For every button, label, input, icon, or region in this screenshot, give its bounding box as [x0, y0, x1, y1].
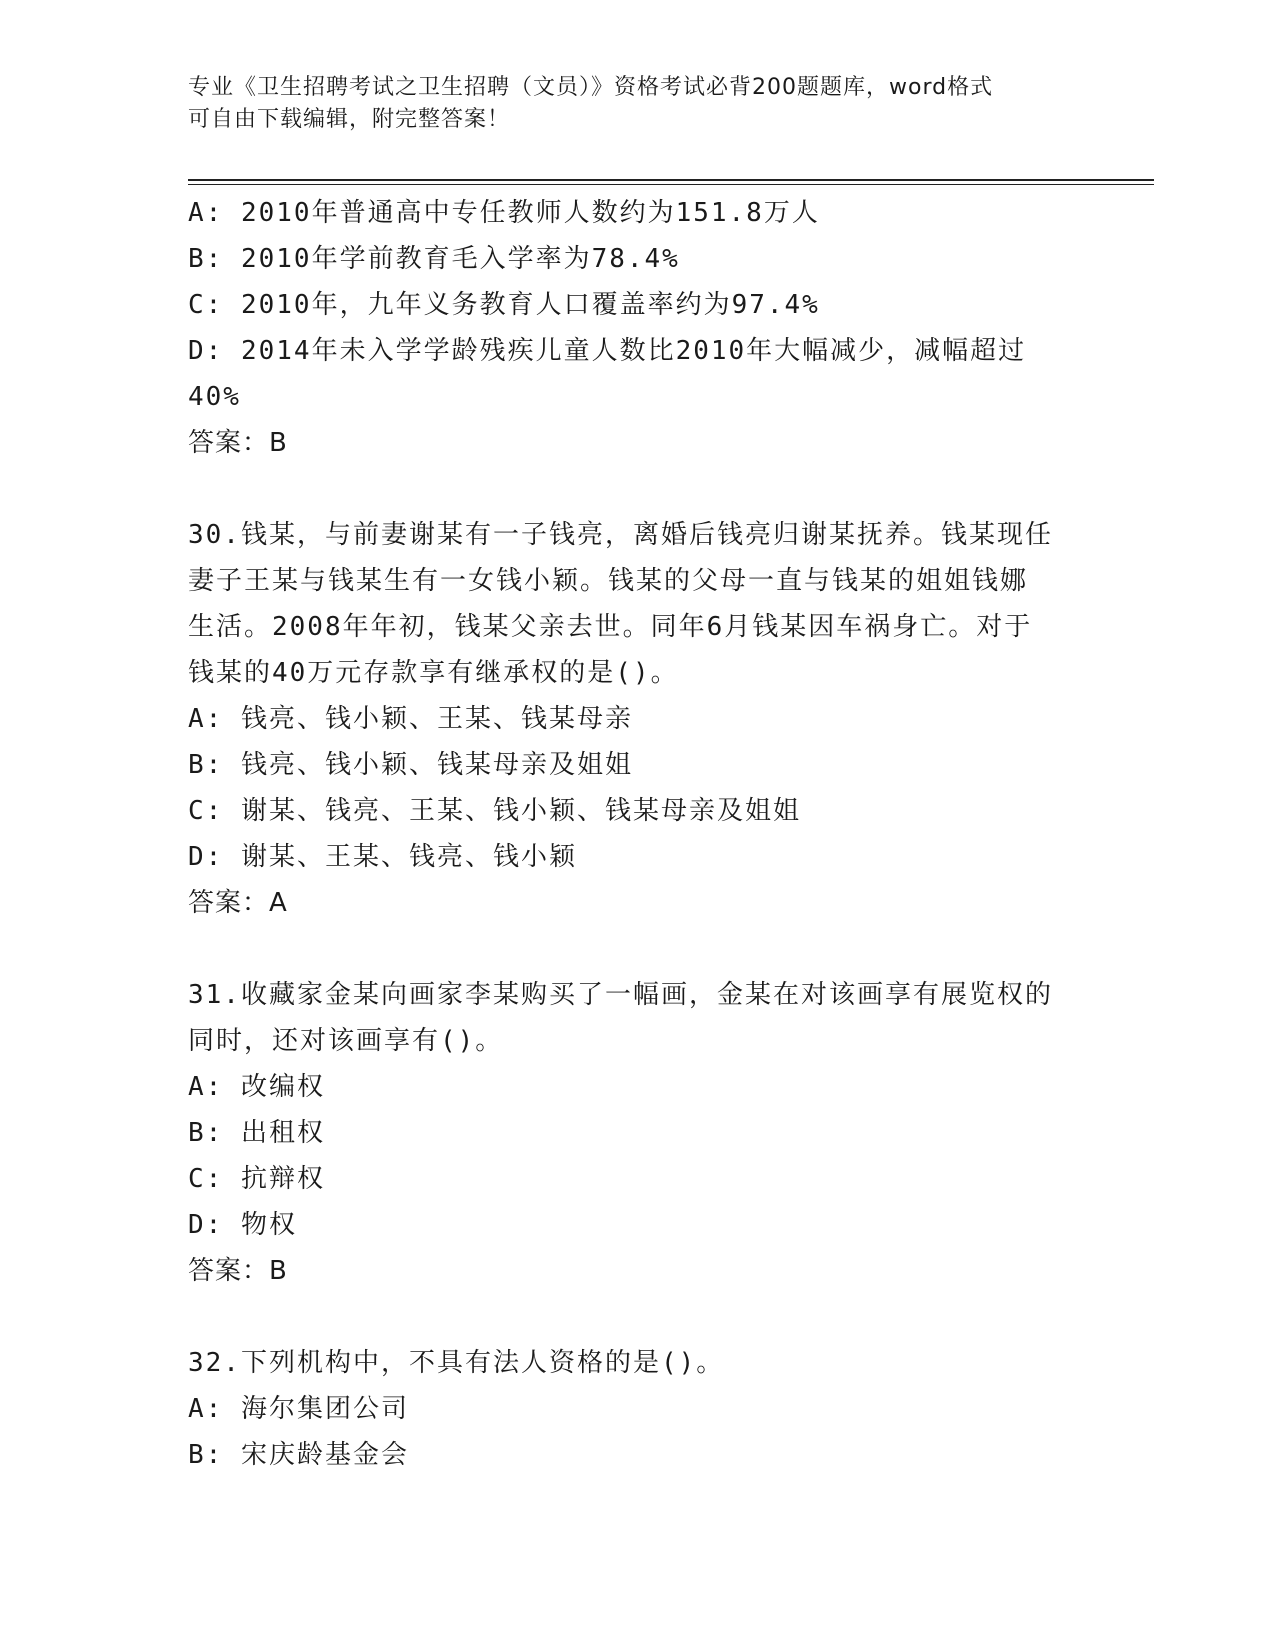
document-header — [188, 72, 1088, 136]
option-a: A: 改编权 — [188, 1072, 325, 1102]
spacer — [188, 466, 1088, 512]
question-32 — [188, 1340, 1088, 1478]
answer: 答案：B — [188, 428, 288, 458]
spacer — [188, 926, 1088, 972]
option-d-continued: 40% — [188, 382, 241, 412]
option-b: B: 出租权 — [188, 1118, 325, 1148]
question-29 — [188, 190, 1088, 466]
answer: 答案：A — [188, 888, 288, 918]
question-stem-line: 妻子王某与钱某生有一女钱小颖。钱某的父母一直与钱某的姐姐钱娜 — [188, 566, 1029, 596]
question-list — [188, 190, 1088, 1478]
option-b: B: 2010年学前教育毛入学率为78.4% — [188, 244, 680, 274]
option-c: C: 抗辩权 — [188, 1164, 325, 1194]
question-stem-line: 同时，还对该画享有()。 — [188, 1026, 504, 1056]
header-line-2: 可自由下载编辑，附完整答案！ — [188, 107, 511, 132]
option-c: C: 谢某、钱亮、王某、钱小颖、钱某母亲及姐姐 — [188, 796, 801, 826]
question-31 — [188, 972, 1088, 1294]
question-stem-line: 生活。2008年年初，钱某父亲去世。同年6月钱某因车祸身亡。对于 — [188, 612, 1033, 642]
answer: 答案：B — [188, 1256, 288, 1286]
question-stem-line: 31.收藏家金某向画家李某购买了一幅画，金某在对该画享有展览权的 — [188, 980, 1053, 1010]
option-d: D: 2014年未入学学龄残疾儿童人数比2010年大幅减少，减幅超过 — [188, 336, 1027, 366]
option-a: A: 钱亮、钱小颖、王某、钱某母亲 — [188, 704, 633, 734]
question-stem-line: 30.钱某，与前妻谢某有一子钱亮，离婚后钱亮归谢某抚养。钱某现任 — [188, 520, 1053, 550]
option-b: B: 钱亮、钱小颖、钱某母亲及姐姐 — [188, 750, 633, 780]
question-30 — [188, 512, 1088, 926]
header-divider-thick — [188, 179, 1154, 181]
header-line-1: 专业《卫生招聘考试之卫生招聘（文员）》资格考试必背200题题库，word格式 — [188, 75, 994, 100]
option-b: B: 宋庆龄基金会 — [188, 1440, 409, 1470]
question-stem-line: 钱某的40万元存款享有继承权的是()。 — [188, 658, 679, 688]
option-a: A: 2010年普通高中专任教师人数约为151.8万人 — [188, 198, 820, 228]
option-a: A: 海尔集团公司 — [188, 1394, 409, 1424]
option-c: C: 2010年，九年义务教育人口覆盖率约为97.4% — [188, 290, 820, 320]
question-stem-line: 32.下列机构中，不具有法人资格的是()。 — [188, 1348, 725, 1378]
spacer — [188, 1294, 1088, 1340]
header-divider-thin — [188, 184, 1154, 185]
option-d: D: 谢某、王某、钱亮、钱小颖 — [188, 842, 577, 872]
option-d: D: 物权 — [188, 1210, 297, 1240]
